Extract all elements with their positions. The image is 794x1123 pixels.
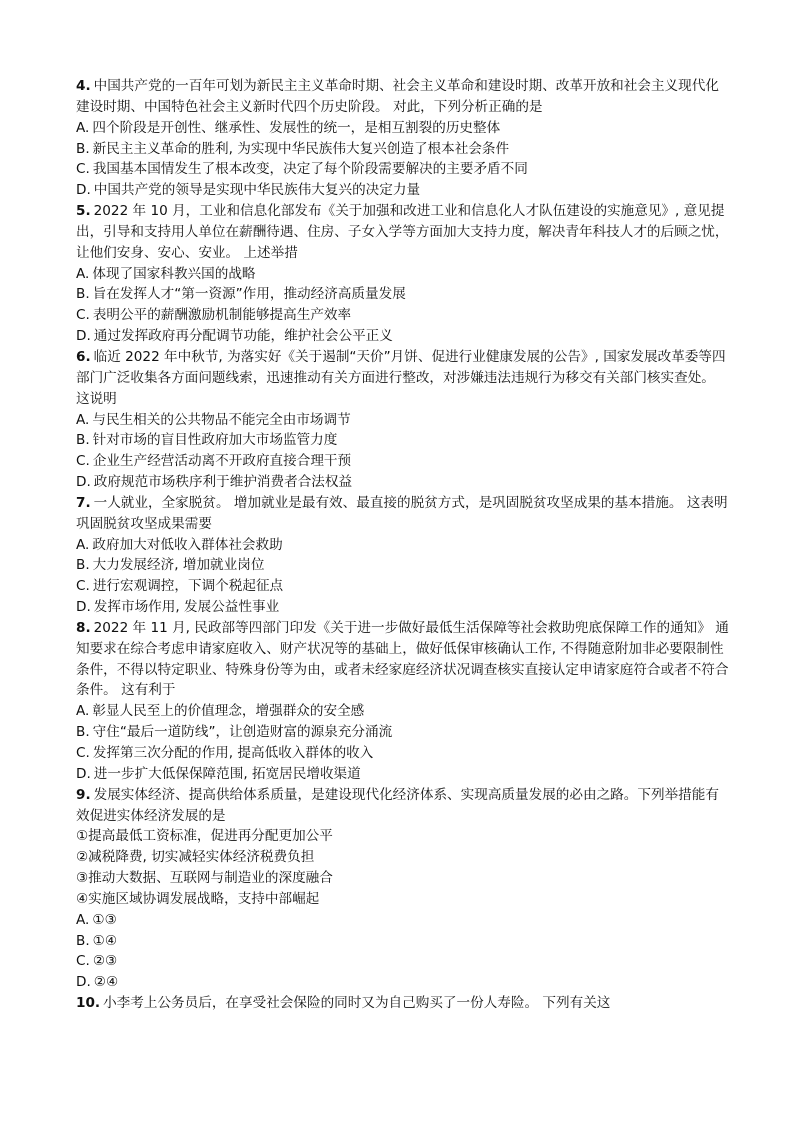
question-text: 2022 年 11 月, 民政部等四部门印发《关于进一步做好最低生活保障等社会救助兜底保障工作的通知》 通知要求在综合考虑申请家庭收入、财产状况等的基础上，做好低保审核确认工作, 不得随意附加非必要限制性条件，不得以特定职业、特殊身份等为由，或者未经家庭经济状况调查核实直接认定申请家庭符合或者不符合条件。 这有利于 — [76, 619, 729, 699]
statement-item: ①提高最低工资标准，促进再分配更加公平 — [76, 828, 333, 845]
question-5 — [76, 201, 730, 347]
question-10 — [76, 993, 730, 1014]
statement-item: ④实施区域协调发展战略，支持中部崛起 — [76, 890, 320, 907]
question-number: 4. — [76, 78, 91, 94]
option-b[interactable]: B. 旨在发挥人才“第一资源”作用，推动经济高质量发展 — [76, 286, 406, 303]
option-c[interactable]: C. 我国基本国情发生了根本改变，决定了每个阶段需要解决的主要矛盾不同 — [76, 161, 528, 178]
question-8 — [76, 618, 730, 785]
question-text: 2022 年 10 月，工业和信息化部发布《关于加强和改进工业和信息化人才队伍建设的实施意见》, 意见提出，引导和支持用人单位在薪酬待遇、住房、子女入学等方面加大支持力度，解决青年科技人才的后顾之忧，让他们安身、安心、安业。 上述举措 — [76, 203, 729, 261]
option-c[interactable]: C. ②③ — [76, 953, 118, 970]
option-d[interactable]: D. ②④ — [76, 974, 119, 991]
question-text: 临近 2022 年中秋节, 为落实好《关于遏制“天价”月饼、促进行业健康发展的公告》, 国家发展改革委等四部门广泛收集各方面问题线索，迅速推动有关方面进行整改，对涉嫌违法违规行为移交有关部门核实查处。 这说明 — [76, 348, 726, 407]
question-stem — [76, 201, 730, 264]
option-d[interactable]: D. 中国共产党的领导是实现中华民族伟大复兴的决定力量 — [76, 182, 421, 199]
question-number: 7. — [76, 494, 91, 511]
question-number: 6. — [76, 348, 91, 365]
option-d[interactable]: D. 进一步扩大低保保障范围, 拓宽居民增收渠道 — [76, 765, 361, 782]
question-9 — [76, 785, 730, 993]
question-text: 小李考上公务员后，在享受社会保险的同时又为自己购买了一份人寿险。 下列有关这 — [103, 995, 611, 1012]
option-a[interactable]: A. 四个阶段是开创性、继承性、发展性的统一，是相互割裂的历史整体 — [76, 119, 501, 136]
statement-item: ③推动大数据、互联网与制造业的深度融合 — [76, 870, 333, 887]
question-number: 8. — [76, 619, 91, 636]
question-stem — [76, 618, 730, 701]
question-stem — [76, 493, 730, 535]
question-list — [76, 76, 730, 1014]
option-c[interactable]: C. 发挥第三次分配的作用, 提高低收入群体的收入 — [76, 745, 374, 761]
question-number: 10. — [76, 995, 101, 1012]
option-a[interactable]: A. ①③ — [76, 911, 117, 928]
question-text: 发展实体经济、提高供给体系质量，是建设现代化经济体系、实现高质量发展的必由之路。下列举措能有效促进实体经济发展的是 — [76, 786, 719, 824]
option-a[interactable]: A. 彰显人民至上的价值理念，增强群众的安全感 — [76, 703, 365, 720]
option-c[interactable]: C. 企业生产经营活动离不开政府直接合理干预 — [76, 453, 352, 470]
question-stem — [76, 993, 730, 1014]
question-stem — [76, 347, 730, 410]
option-b[interactable]: B. 新民主主义革命的胜利, 为实现中华民族伟大复兴创造了根本社会条件 — [76, 140, 510, 157]
option-a[interactable]: A. 与民生相关的公共物品不能完全由市场调节 — [76, 411, 351, 428]
option-c[interactable]: C. 表明公平的薪酬激励机制能够提高生产效率 — [76, 307, 352, 324]
option-d[interactable]: D. 通过发挥政府再分配调节功能，维护社会公平正义 — [76, 328, 393, 345]
question-text: 中国共产党的一百年可划为新民主主义革命时期、社会主义革命和建设时期、改革开放和社会主义现代化建设时期、中国特色社会主义新时代四个历史阶段。 对此，下列分析正确的是 — [76, 78, 719, 115]
option-b[interactable]: B. 大力发展经济, 增加就业岗位 — [76, 557, 265, 574]
option-a[interactable]: A. 体现了国家科教兴国的战略 — [76, 265, 256, 282]
question-stem — [76, 785, 730, 827]
question-text: 一人就业，全家脱贫。 增加就业是最有效、最直接的脱贫方式，是巩固脱贫攻坚成果的基本措施。 这表明巩固脱贫攻坚成果需要 — [76, 494, 728, 532]
question-7 — [76, 493, 730, 618]
option-b[interactable]: B. 守住“最后一道防线”，让创造财富的源泉充分涌流 — [76, 724, 393, 741]
question-number: 5. — [76, 203, 91, 220]
option-b[interactable]: B. ①④ — [76, 932, 118, 949]
question-stem — [76, 76, 730, 118]
option-b[interactable]: B. 针对市场的盲目性政府加大市场监管力度 — [76, 432, 338, 449]
option-d[interactable]: D. 政府规范市场秩序利于维护消费者合法权益 — [76, 474, 353, 491]
option-d[interactable]: D. 发挥市场作用, 发展公益性事业 — [76, 599, 280, 616]
option-a[interactable]: A. 政府加大对低收入群体社会救助 — [76, 536, 283, 553]
statement-item: ②减税降费, 切实减轻实体经济税费负担 — [76, 849, 315, 866]
option-c[interactable]: C. 进行宏观调控，下调个税起征点 — [76, 578, 284, 595]
question-number: 9. — [76, 786, 91, 803]
question-4 — [76, 76, 730, 201]
question-6 — [76, 347, 730, 493]
